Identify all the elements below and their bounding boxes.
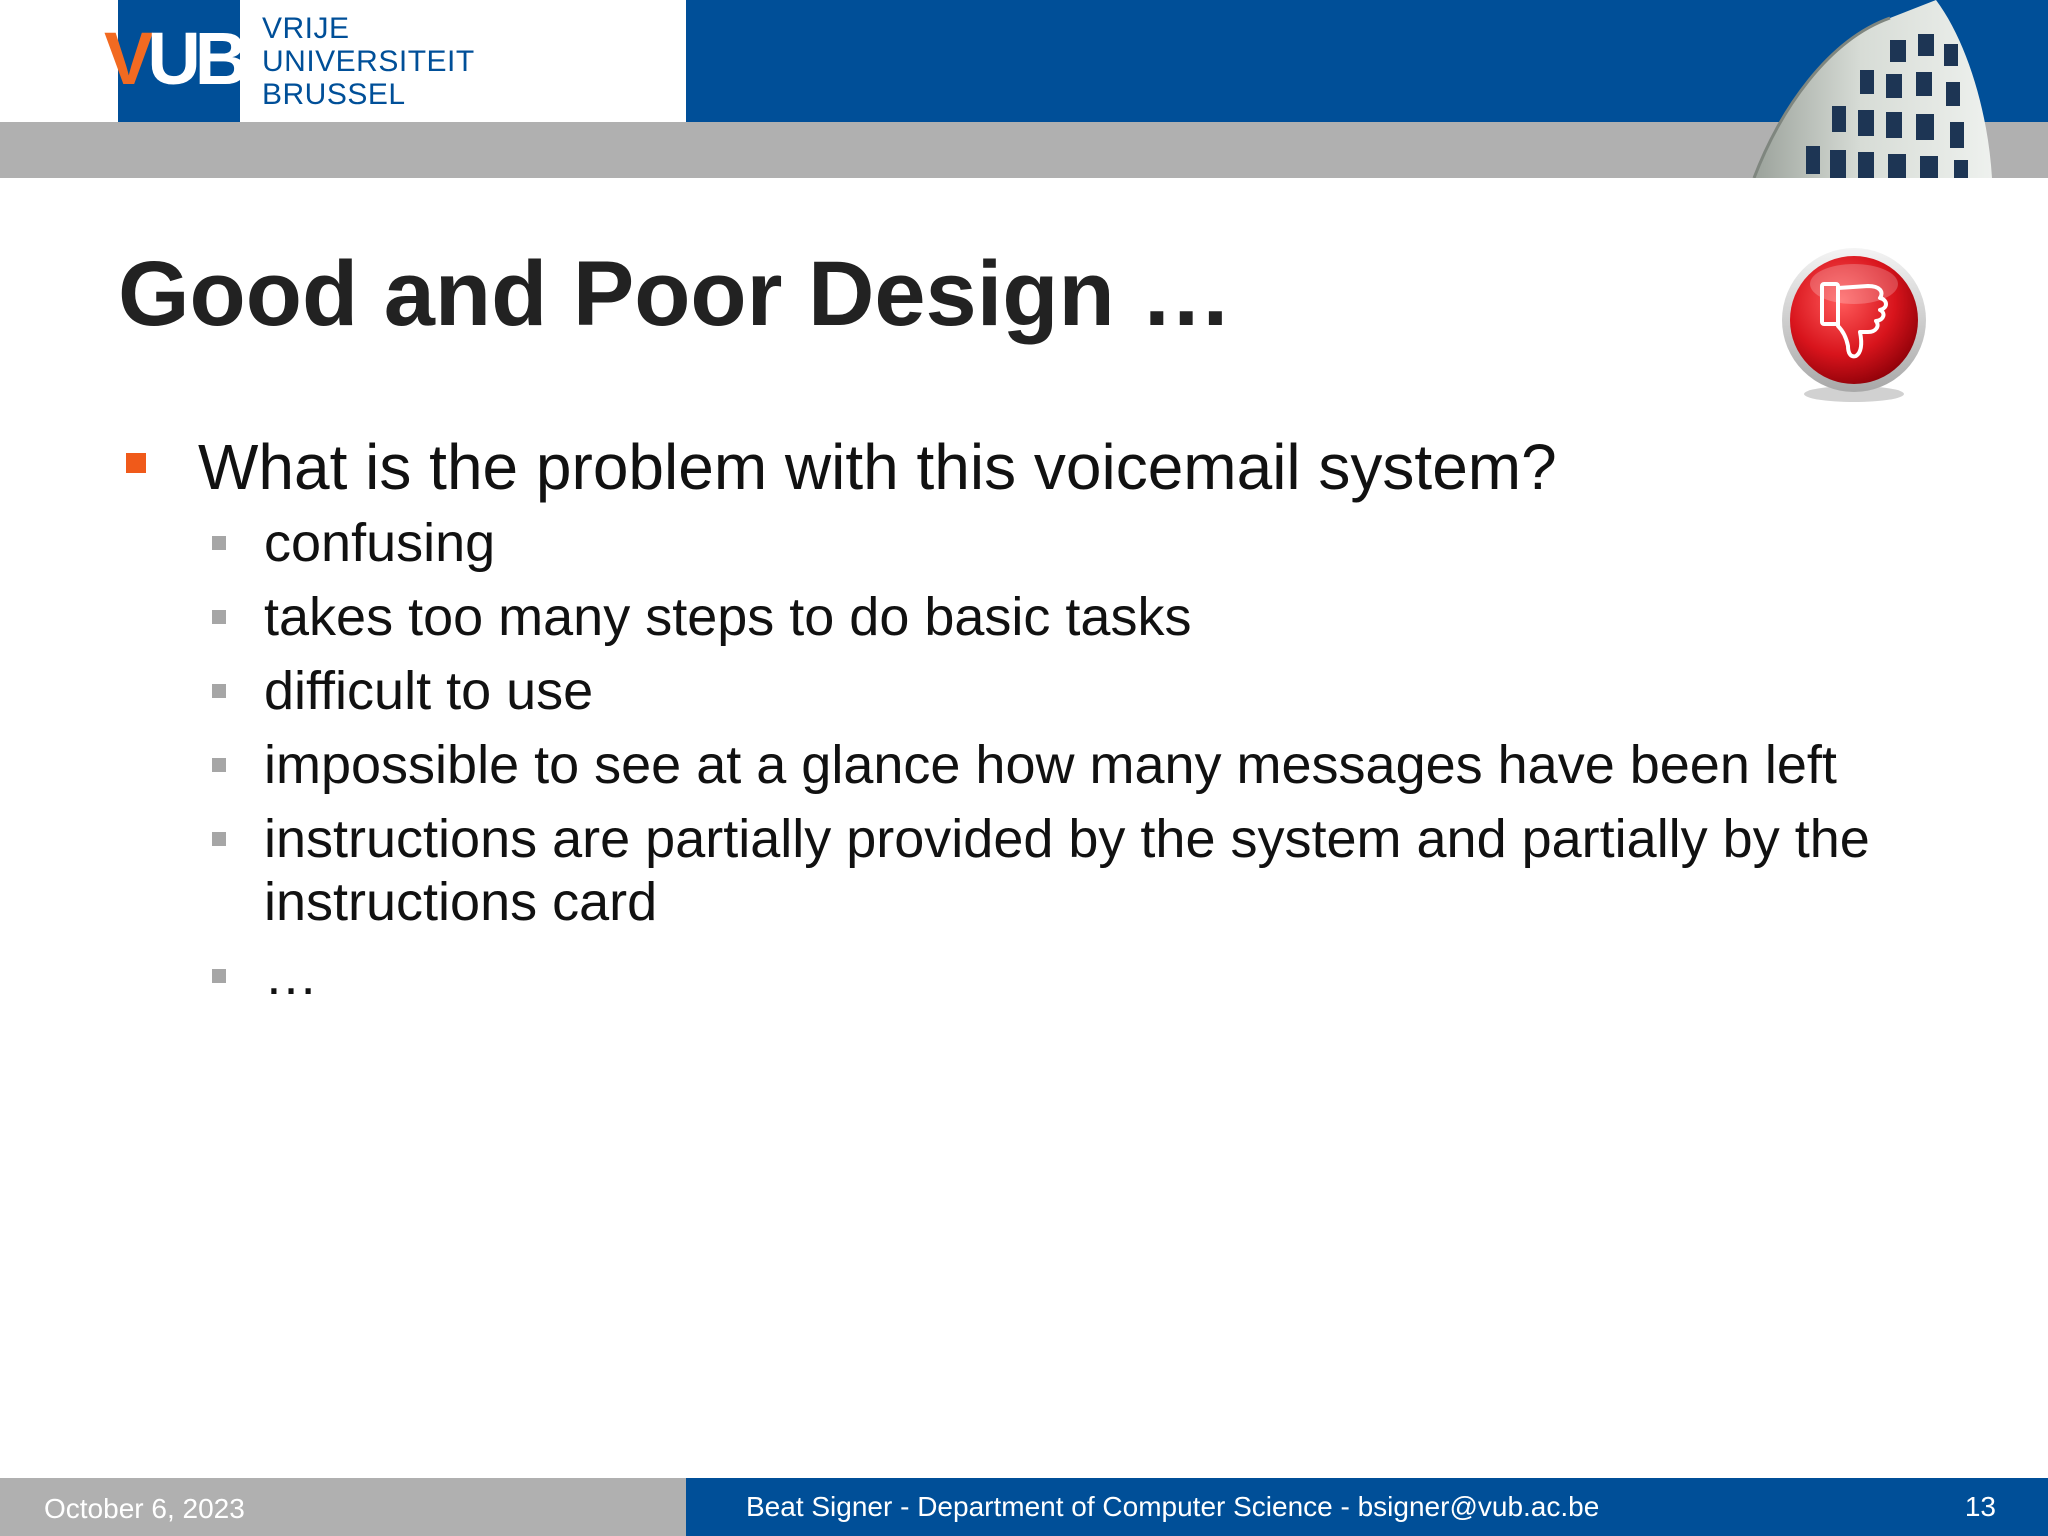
list-item-text: difficult to use bbox=[264, 661, 594, 721]
logo-letters-ub: UB bbox=[147, 17, 243, 100]
thumbs-down-icon bbox=[1776, 246, 1932, 406]
list-item-text: impossible to see at a glance how many messages have been left bbox=[264, 735, 1837, 795]
page-number: 13 bbox=[1964, 1491, 1996, 1522]
list-item bbox=[118, 586, 1918, 649]
bullet-marker-square bbox=[126, 453, 146, 473]
vub-logo bbox=[104, 17, 243, 100]
list-item-text: confusing bbox=[264, 513, 496, 573]
list-item bbox=[118, 660, 1918, 723]
university-name bbox=[262, 12, 475, 111]
list-item-text: … bbox=[264, 946, 318, 1006]
university-name-line-2: UNIVERSITEIT bbox=[262, 45, 475, 78]
sub-bullet-marker bbox=[212, 758, 226, 772]
slide-title: Good and Poor Design … bbox=[118, 243, 1233, 345]
sub-bullet-marker bbox=[212, 684, 226, 698]
logo-letter-v: V bbox=[104, 17, 148, 100]
list-item-text: What is the problem with this voicemail system? bbox=[198, 431, 1557, 503]
list-item bbox=[118, 808, 1918, 934]
building-photo bbox=[1740, 0, 2000, 178]
list-item-text: instructions are partially provided by the system and partially by the instructions card bbox=[264, 809, 1870, 932]
university-name-line-1: VRIJE bbox=[262, 12, 350, 45]
list-item-text: takes too many steps to do basic tasks bbox=[264, 587, 1192, 647]
sub-bullet-marker bbox=[212, 536, 226, 550]
sub-bullet-list bbox=[118, 512, 1918, 1008]
list-item bbox=[118, 512, 1918, 575]
footer-date: October 6, 2023 bbox=[44, 1493, 245, 1524]
bullet-list bbox=[118, 430, 1918, 1019]
list-item bbox=[118, 945, 1918, 1008]
sub-bullet-marker bbox=[212, 832, 226, 846]
sub-bullet-marker bbox=[212, 610, 226, 624]
list-item bbox=[118, 430, 1918, 504]
list-item bbox=[118, 734, 1918, 797]
sub-bullet-marker bbox=[212, 969, 226, 983]
footer-author: Beat Signer - Department of Computer Science - bsigner@vub.ac.be bbox=[746, 1491, 1600, 1522]
university-name-line-3: BRUSSEL bbox=[262, 78, 406, 111]
